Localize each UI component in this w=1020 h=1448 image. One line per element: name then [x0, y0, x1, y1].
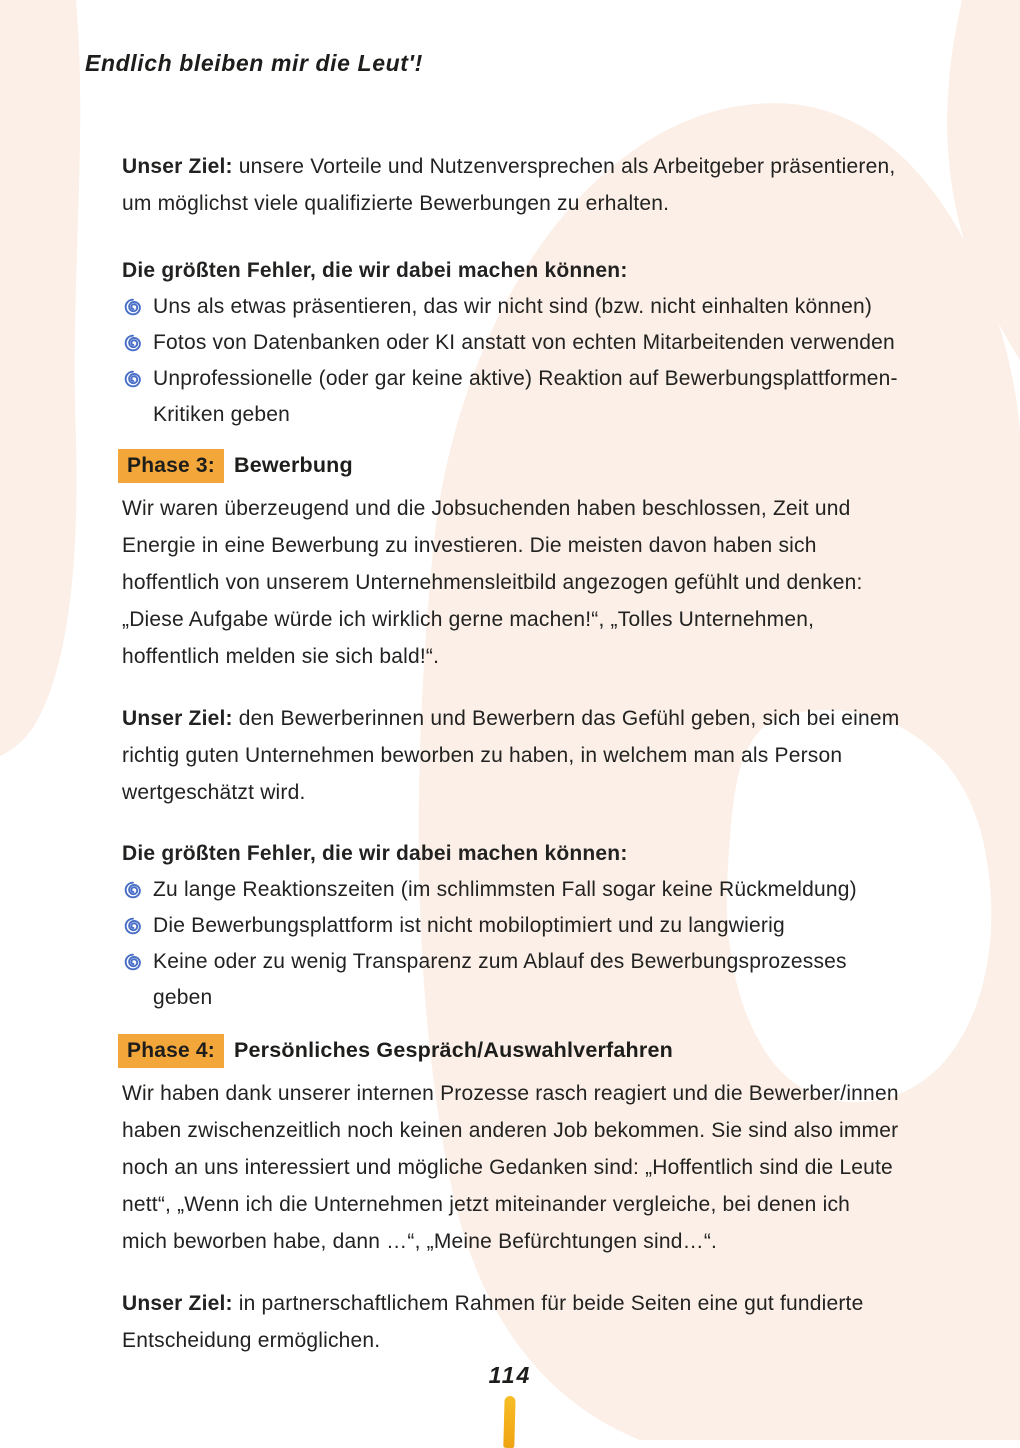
list-item	[122, 872, 900, 908]
list-item-text: Keine oder zu wenig Transparenz zum Ablauf des Bewerbungsprozesses geben	[153, 950, 847, 1009]
goal-text: den Bewerberinnen und Bewerbern das Gefühl geben, sich bei einem richtig guten Unternehmen beworben zu haben, in welchem man als Person wertgeschätzt wird.	[122, 707, 900, 804]
goal-phase3-paragraph	[122, 700, 900, 811]
spiral-bullet-icon	[122, 332, 144, 354]
phase3-heading-row	[118, 447, 900, 484]
list-item-text: Fotos von Datenbanken oder KI anstatt von echten Mitarbeitenden verwenden	[153, 331, 895, 354]
running-head: Endlich bleiben mir die Leut'!	[85, 50, 423, 76]
left-blob-shape	[0, 0, 80, 756]
phase3-body-paragraph: Wir waren überzeugend und die Jobsuchenden haben beschlossen, Zeit und Energie in eine Bewerbung zu investieren. Die meisten davon haben sich hoffentlich von unserem Unternehmensleitbild angezogen gefühlt und denken: „Diese Aufgabe würde ich wirklich gerne machen!“, „Tolles Unternehmen, hoffentlich melden sie sich bald!“.	[122, 497, 863, 668]
list-item-text: Unprofessionelle (oder gar keine aktive) Reaktion auf Bewerbungsplattformen-Kritiken geben	[153, 367, 898, 426]
list-item-text: Die Bewerbungsplattform ist nicht mobiloptimiert und zu langwierig	[153, 914, 785, 937]
mistakes-section-phase3	[122, 835, 900, 1016]
phase4-heading-row	[118, 1032, 900, 1069]
list-item-text: Zu lange Reaktionszeiten (im schlimmsten Fall sogar keine Rückmeldung)	[153, 878, 857, 901]
page-content	[122, 148, 900, 1379]
list-item-text: Uns als etwas präsentieren, das wir nicht sind (bzw. nicht einhalten können)	[153, 295, 873, 318]
phase3-badge: Phase 3:	[118, 449, 224, 483]
phase4-body-paragraph: Wir haben dank unserer internen Prozesse rasch reagiert und die Bewerber/innen haben zwischenzeitlich noch keinen anderen Job bekommen. Sie sind also immer noch an uns interessiert und mögliche Gedanken sind: „Hoffentlich sind die Leute nett“, „Wenn ich die Unternehmen jetzt miteinander vergleiche, bei denen ich mich beworben habe, dann …“, „Meine Befürchtungen sind…“.	[122, 1082, 899, 1253]
phase3-title: Bewerbung	[233, 453, 353, 477]
list-item	[122, 361, 900, 433]
spiral-bullet-icon	[122, 296, 144, 318]
mistakes-heading: Die größten Fehler, die wir dabei machen können:	[122, 259, 628, 282]
mistakes-heading: Die größten Fehler, die wir dabei machen können:	[122, 842, 628, 865]
spiral-bullet-icon	[122, 951, 144, 973]
list-item	[122, 944, 900, 1016]
list-item	[122, 289, 900, 325]
phase4-title: Persönliches Gespräch/Auswahlverfahren	[233, 1038, 673, 1062]
goal-text: unsere Vorteile und Nutzenversprechen als Arbeitgeber präsentieren, um möglichst viele qualifizierte Bewerbungen zu erhalten.	[122, 155, 896, 215]
goal-intro-paragraph	[122, 148, 900, 222]
goal-label: Unser Ziel:	[122, 1292, 233, 1315]
yellow-brush-stroke	[503, 1396, 515, 1448]
list-item	[122, 325, 900, 361]
list-item	[122, 908, 900, 944]
goal-label: Unser Ziel:	[122, 707, 233, 730]
mistake-list	[122, 872, 900, 1016]
goal-text: in partnerschaftlichem Rahmen für beide Seiten eine gut fundierte Entscheidung ermöglichen.	[122, 1292, 864, 1352]
page-number: 114	[488, 1362, 532, 1388]
mistakes-section-phase2	[122, 252, 900, 433]
spiral-bullet-icon	[122, 368, 144, 390]
phase4-badge: Phase 4:	[118, 1034, 224, 1068]
page-footer	[0, 1340, 1020, 1440]
spiral-bullet-icon	[122, 915, 144, 937]
goal-label: Unser Ziel:	[122, 155, 233, 178]
mistake-list	[122, 289, 900, 433]
spiral-bullet-icon	[122, 879, 144, 901]
